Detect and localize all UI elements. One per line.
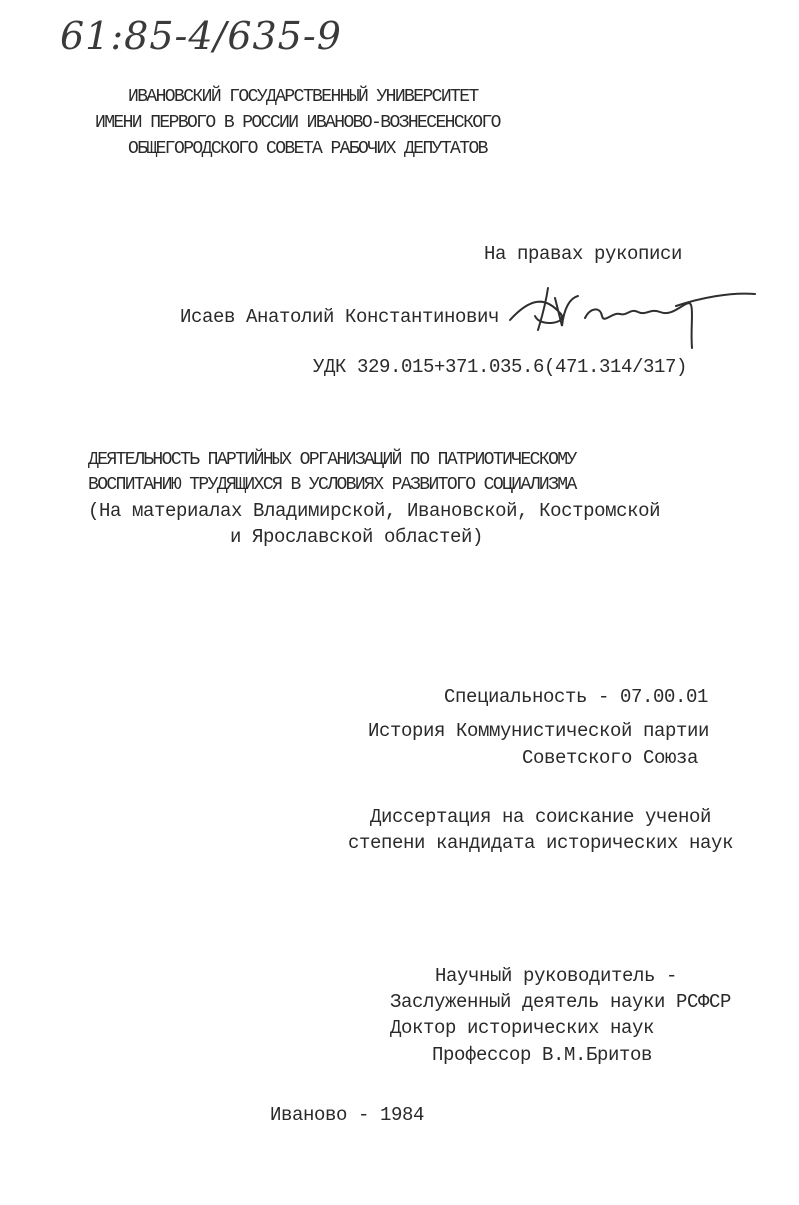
supervisor-line-2: Заслуженный деятель науки РСФСР bbox=[390, 991, 732, 1013]
udk-code: УДК 329.015+371.035.6(471.314/317) bbox=[313, 356, 688, 378]
supervisor-line-4: Профессор В.М.Бритов bbox=[432, 1044, 653, 1066]
specialty-name-line-2: Советского Союза bbox=[522, 747, 699, 769]
dissertation-title-line-2: ВОСПИТАНИЮ ТРУДЯЩИХСЯ В УСЛОВИЯХ РАЗВИТОГО СОЦИАЛИЗМА bbox=[88, 475, 576, 495]
degree-line-2: степени кандидата исторических наук bbox=[348, 832, 734, 854]
specialty-name-line-1: История Коммунистической партии bbox=[368, 720, 710, 742]
signature-drawing bbox=[500, 268, 760, 348]
university-line-3: ОБЩЕГОРОДСКОГО СОВЕТА РАБОЧИХ ДЕПУТАТОВ bbox=[128, 139, 487, 159]
university-line-1: ИВАНОВСКИЙ ГОСУДАРСТВЕННЫЙ УНИВЕРСИТЕТ bbox=[128, 87, 478, 107]
dissertation-subtitle-line-2: и Ярославской областей) bbox=[230, 526, 484, 548]
dissertation-subtitle-line-1: (На материалах Владимирской, Ивановской, Костромской bbox=[88, 500, 661, 522]
dissertation-title-line-1: ДЕЯТЕЛЬНОСТЬ ПАРТИЙНЫХ ОРГАНИЗАЦИЙ ПО ПАТРИОТИЧЕСКОМУ bbox=[88, 450, 576, 470]
degree-line-1: Диссертация на соискание ученой bbox=[370, 806, 712, 828]
rights-note: На правах рукописи bbox=[484, 243, 683, 265]
supervisor-line-3: Доктор исторических наук bbox=[390, 1017, 655, 1039]
archive-handwritten-mark: 61:85-4/635-9 bbox=[60, 14, 342, 58]
university-line-2: ИМЕНИ ПЕРВОГО В РОССИИ ИВАНОВО-ВОЗНЕСЕНСКОГО bbox=[95, 113, 500, 133]
specialty-code: Специальность - 07.00.01 bbox=[444, 686, 709, 708]
author-name: Исаев Анатолий Константинович bbox=[180, 306, 500, 328]
place-and-year: Иваново - 1984 bbox=[270, 1104, 425, 1126]
supervisor-line-1: Научный руководитель - bbox=[435, 965, 678, 987]
